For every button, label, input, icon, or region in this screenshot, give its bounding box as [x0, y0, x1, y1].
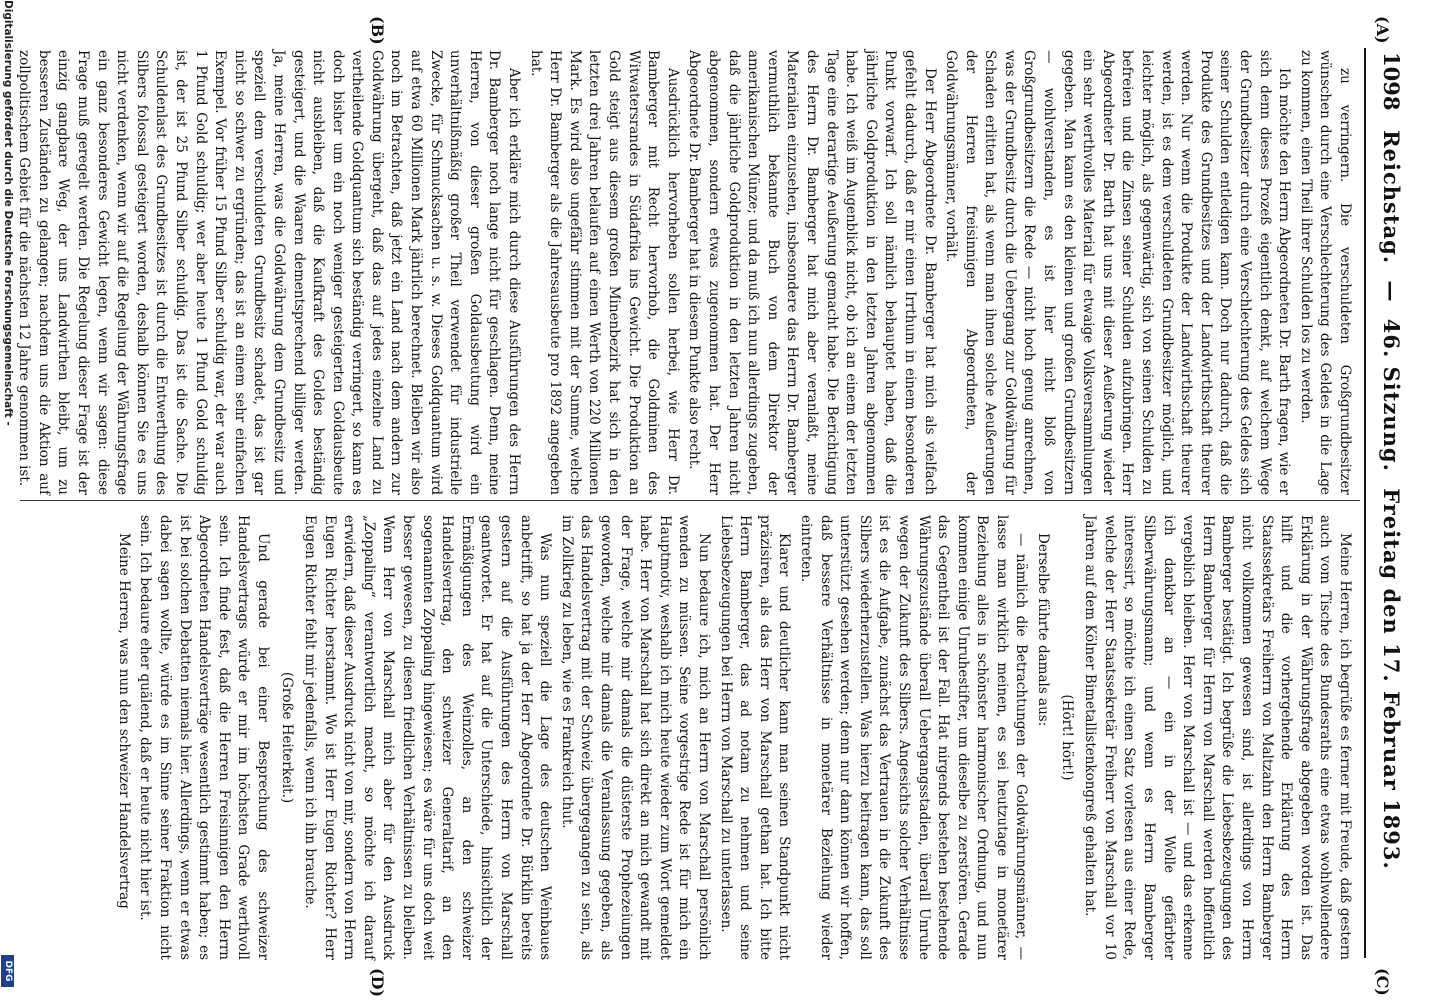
digitization-note: Digitalisierung gefördert durch die Deutsche Forschungsgemeinschaft - [2, 0, 14, 426]
paragraph: Was nun speziell die Lage des deutschen Weinbaues anbetrifft, so hat ja der Herr Abgeordnete Dr. Bürklin bereits gestern auf die Ausführungen des Herrn von Marschall geantwortet. Er hat auf die Unterschiede, hinsichtlich der Ermäßigungen des Weinzolles, an den schweizer Handelsvertrag, den schweizer Generaltarif, an den sogenannten Zoppaling hingewiesen; es wäre für uns doch weit besser gewesen, zu diesen friedlichen Verhältnissen zu bleiben. Wenn Herr von Marschall mich aber für den Ausdruck „Zoppaling“ verantwortlich macht, so möchte ich darauf erwidern, daß dieser Ausdruck nicht von mir, sondern von Herrn Eugen Richter herstammt. Wo ist Herr Eugen Richter? Herr Eugen Richter fehlt mir jedenfalls, wenn ich ihn brauche. [302, 515, 554, 960]
margin-mark-a: (A) [1373, 16, 1392, 44]
stage-direction: (Hört! hört!) [1058, 694, 1075, 781]
paragraph: Aber ich erkläre mich durch diese Ausführungen des Herrn Dr. Bamberger noch lange nicht für geschlagen. Denn, meine Herren, von dieser großen Goldausbeutung wird ein unverhältnißmäßig großer Theil verwendet für industrielle Zwecke, für Schmucksachen u. s. w. Dieses Goldquantum wird auf etwa 60 Millionen Mark jährlich berechnet. Bleiben wir also noch im Betrachten, daß jetzt ein Land nach dem andern zur Goldwährung übergeht, daß das auf jedes einzelne Land zu vertheilende Goldquantum sich beständig verringert, so kann es doch bisher um ein noch weniger gesteigerten Goldausbeute nicht ausbleiben, daß die Kaufkraft des Goldes beständig gesteigert, und die Waaren dementsprechend billiger werden. Ja, meine Herren, was die Goldwährung dem Grundbesitz und speziell dem verschuldeten Grundbesitz schadet, das ist gar nicht so schwer zu ergründen; das ist an einem sehr einfachen Exempel. Vor früher 15 Pfund Silber schuldig war, der war auch 1 Pfund Gold schuldig; wer aber heute 1 Pfund Gold schuldig ist, der ist 25 Pfund Silber schuldig. Das ist die Sache. Die Schuldenlast des Grundbesitzes ist durch die Entwerthung des Silbers folossal gesteigert worden, deshalb können Sie es uns nicht verdenken, wenn wir auf die Regelung der Währungsfrage ein ganz besonderes Gewicht legen, wenn wir sagen: diese Frage muß geregelt werden. Die Regelung dieser Frage ist der einzig gangbare Weg, der uns Landwirthen bleibt, um zu besseren Zuständen zu gelangen; nachdem uns die Aktion auf zollpolitischem Gebiet für die nächsten 12 Jahre genommen ist. [16, 50, 523, 495]
page-number: 1098 [1379, 52, 1404, 111]
stage-direction: (Große Heiterkeit.) [278, 671, 295, 804]
paragraph: Ausdrücklich hervorheben sollen herbei, wie Herr Dr. Bamberger mit Recht hervorhob, die Goldminen des Witwatersrandes in Südafrika ins Gewicht. Die Produktion an Gold steigt aus diesem großen Minenbezirk hat sich in den letzten drei Jahren belaufen auf einen Werth von 220 Millionen Mark. Es wird also ungefähr stimmen mit der Summe, welche Herr Dr. Bamberger als die Jahresausbeute pro 1892 angegeben hat. [527, 50, 681, 495]
margin-mark-d: (D) [368, 968, 387, 998]
running-head-date: Freitag den 17. Februar 1893. [1379, 488, 1404, 870]
running-head [1379, 40, 1404, 960]
dfg-logo: DFG [1, 955, 14, 987]
margin-mark-b: (B) [368, 16, 387, 45]
quoted-paragraph: — nämlich die Betrachtungen der Goldwährungsmänner, — lasse man wirklich meinen, es sei heutzutage in monetärer Beziehung alles in schönster harmonischer Ordnung, und nun kommen einige Unruhestifter, um dieselbe zu zerstören. Gerade das Gegentheil ist der Fall. Hat nirgends bestehen bestehende Währungszustände überall Uebergangsstadien, überall Unruhe wegen der Zukunft des Silbers. Angesichts solcher Verhältnisse ist es die Aufgabe, zunächst das Vertrauen in die Zukunft des Silbers wiederherzustellen. Was hierzu beitragen kann, das soll unterstützt gesehen werden; denn nur dann können wir hoffen, daß bessere Verhältnisse in monetärer Beziehung wieder eintreten. [797, 515, 1030, 960]
paragraph: Meine Herren, ich begrüße es ferner mit Freude, daß gestern auch vom Tische des Bundesraths eine etwas wohlwollendere Erklärung in der Währungsfrage abgegeben worden ist. Das hilft und die vorhergehende Erklärung des Herrn Staatssekretärs Freiherrn von Maltzahn den Herrn Bamberger nicht vollkommen gewesen sind, ist allerdings von Herrn Bamberger bestätigt. Ich begrüße die Liebesbezeugungen des Herrn Bamberger für Herrn von Marschall werden hoffentlich vergeblich bleiben. Herr von Marschall ist — und das erkenne ich dankbar an — ein in der Wolle gefärbter Silberwährungsmann; und wenn es Herrn Bamberger interessirt, so möchte ich einen Satz vorlesen aus einer Rede, welche der Herr Staatssekretär Freiherr von Marschall vor 10 Jahren auf dem Kölner Bimetallistenkongreß gehalten hat. [1082, 515, 1353, 960]
paragraph: Und gerade bei einer Besprechung des schweizer Handelsvertrags würde er mir im höchsten Grade werthvoll sein. Ich finde fest, daß die Herren Freisinnigen den Herrn Abgeordneten Handelsverträge wesentlich gestimmt haben; es ist bei solchen Debatten niemals hier. Allerdings, wenn er etwas dabei sagen wollte, würde es im Sinne seiner Fraktion nicht sein. Ich bedaure eher quälend, daß er heute nicht hier ist. [137, 515, 271, 960]
paragraph: Ich möchte den Herrn Abgeordneten Dr. Barth fragen, wie er sich denn dieses Prozeß eigentlich denkt, auf welchem Wege der Grundbesitzer durch eine Verschlechterung des Geldes sich seiner Schulden entledigen kann. Doch nur dadurch, daß die Produkte des Grundbesitzes und der Landwirthschaft theurer werden. Nur wenn die Produkte der Landwirthschaft theurer werden, ist es dem verschuldeten Grundbesitzer möglich, und leichter möglich, als gegenwärtig, sich von seinen Schulden zu befreien und die Zinsen seiner Schulden aufzubringen. Herr Abgeordneter Dr. Barth hat uns mit dieser Aeußerung wieder ein sehr werthvolles Material für etwaige Volksversammlungen gegeben. Man kann es den kleinen und großen Grundbesitzern — wohlverstanden, es ist hier nicht bloß von Großgrundbesitzern die Rede — nicht hoch genug anrechnen, was der Grundbesitz durch die Uebergang zur Goldwährung für Schaden erlitten hat, als wenn man ihnen solche Aeußerungen der Herren freisinnigen Abgeordneten, der Goldwährungsmänner, vorhält. [943, 50, 1293, 495]
paragraph: zu verringern. Die verschuldeten Großgrundbesitzer wünschen durch eine Verschlechterung des Geldes in die Lage zu kommen, einen Theil ihrer Schulden los zu werden. [1297, 50, 1353, 495]
running-head-dash: — [1379, 280, 1404, 303]
margin-mark-c: (C) [1373, 968, 1392, 996]
paragraph: Nun bedaure ich, mich an Herrn von Marschall persönlich wenden zu müssen. Seine vorgestrige Rede ist für mich ein Hauptmotiv, weshalb ich mich heute wieder zum Wort gemeldet habe. Herr von Marschall hat sich direkt an mich gewandt mit der Frage, welche mir damals die düsterste Prophezeiungen geworden, welche mir damals die Veranlassung gegeben, als das Handelsvertrag mit der Schweiz übergegangen zu sein, als im Zollkrieg zu leben, wie es Frankreich thut. [558, 515, 712, 960]
paragraph: Meine Herren, was nun den schweizer Handelsvertrag [115, 533, 132, 909]
header-rule [1364, 48, 1366, 958]
paragraph: Klarer und deutlicher kann man seinen Standpunkt nicht präzisiren, als das Herr von Marschall gethan hat. Ich bitte Herrn Bamberger, das ad notam zu nehmen und seine Liebesbezeugungen bei Herrn von Marschall zu unterlassen. [717, 515, 793, 960]
left-text-column [16, 50, 1354, 495]
paragraph: Der Herr Abgeordnete Dr. Bamberger hat mich als vielfach gefehlt dadurch, daß er mir einen Irrthum in einem besonderen Punkt vorwarf. Ich soll nämlich behauptet haben, daß die jährliche Goldproduktion in den letzten Jahren abgenommen habe. Ich weiß im Augenblick nicht, ob ich an einem der letzten Tage eine derartige Aeußerung gemacht habe. Die Berichtigung des Herrn Dr. Bamberger hat mich aber veranlaßt, meine Materialien einzusehen, insbesondere das Herrn Dr. Bamberger vermuthlich bekannte Buch von dem Direktor der amerikanischen Münze; und da muß ich nun allerdings zugeben, daß die jährliche Goldproduktion in den letzten Jahren nicht abgenommen, sondern etwas zugenommen hat. Der Herr Abgeordnete Dr. Bamberger hat in diesem Punkte also recht. [686, 50, 938, 495]
page-header [1366, 40, 1416, 960]
right-text-column [24, 515, 1354, 960]
paragraph: Derselbe führte damals aus: [1035, 533, 1052, 727]
running-head-assembly: Reichstag. [1379, 130, 1404, 265]
running-head-session: 46. Sitzung. [1379, 318, 1404, 472]
column-divider [20, 500, 1360, 501]
